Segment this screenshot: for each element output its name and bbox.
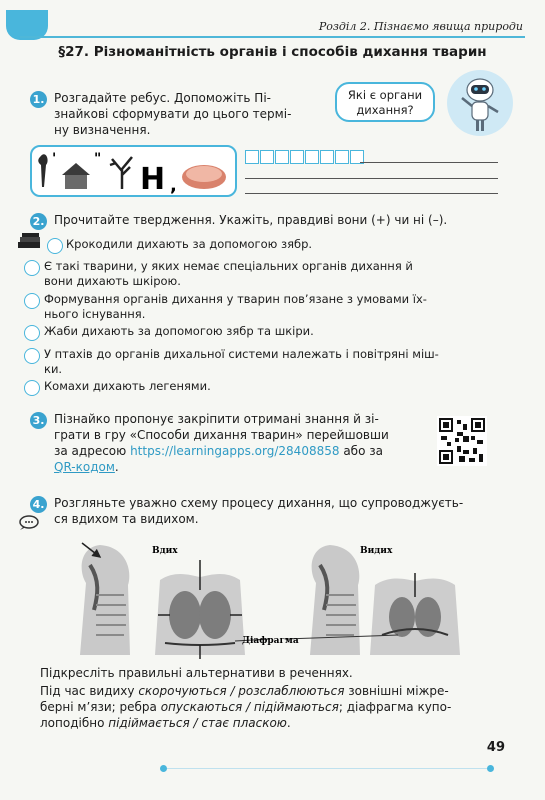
statement-1 [66,237,506,252]
speech-bubble [335,82,435,122]
statement-3 [44,292,504,322]
page-number: 49 [486,740,505,755]
sentence-1-prefix: Під час видиху [40,684,139,698]
robot-icon [445,68,515,138]
rebus-letter-2: " [94,151,102,167]
task-5-instruction: Підкресліть правильні альтернативи в реченнях. [40,666,353,680]
rebus-letter-3: Н [140,162,166,195]
statement-2-line-1: Є такі тварини, у яких немає спеціальних органів дихання й [44,259,413,273]
statement-5-line-2: ки. [44,362,63,376]
statement-6 [44,379,504,394]
sentence-1-suffix: зовнішні міжре- [344,684,449,698]
statement-4-text: Жаби дихають за допомогою зябр та шкіри. [44,324,314,338]
breathing-diagram [60,535,490,660]
statement-5 [44,347,504,377]
answer-line-2[interactable] [245,178,498,179]
sentence-3-suffix: . [286,716,291,730]
task-3-line-2: грати в гру «Способи дихання тварин» перейшовши [54,428,389,442]
sentence-2-suffix: ; діафрагма купо- [338,700,452,714]
torch-icon [38,154,47,187]
bubble-line-1: Які є органи [347,88,423,102]
statement-3-line-2: нього існування. [44,307,146,321]
task-3-number: 3. [30,412,47,429]
task-3-line-3-suffix: або за [339,444,383,458]
diaphragm-label: Діафрагма [242,636,299,646]
task-1-number: 1. [30,91,47,108]
footer-dot [160,765,167,772]
sentence-line-1 [40,683,520,699]
answer-circle-5[interactable] [24,348,40,364]
tree-icon [110,157,132,189]
sentence-3-prefix: лоподібно [40,716,109,730]
qr-code-icon[interactable] [437,416,487,466]
task-4-line-2: ся вдихом та видихом. [54,512,199,526]
sentence-line-3 [40,715,520,731]
statement-2-line-2: вони дихають шкірою. [44,274,181,288]
task-3-line-1: Пізнайко пропонує закріпити отримані знання й зі- [54,412,379,426]
task-2-number: 2. [30,213,47,230]
task-1-line-3: ну визначення. [54,123,151,137]
answer-circle-3[interactable] [24,293,40,309]
alternative-1[interactable]: скорочуються / розслаблюються [138,684,345,698]
qr-code-link[interactable]: QR-кодом [54,460,115,474]
alternative-2[interactable]: опускаються / підіймаються [160,700,339,714]
footer-line [167,768,487,769]
footer-dot-right [487,765,494,772]
answer-line-3[interactable] [245,193,498,194]
exhale-front-view [370,573,460,655]
task-1-text [54,90,324,138]
task-5-sentences [40,683,520,731]
rebus-pictures [32,147,235,195]
rebus-letter-1: ' [52,151,57,167]
alternative-3[interactable]: підіймається / стає пласкою [108,716,287,730]
house-icon [65,175,87,189]
statement-6-text: Комахи дихають легенями. [44,379,211,393]
inhale-label: Вдих [152,546,178,556]
statement-4 [44,324,504,339]
books-icon [17,233,43,249]
answer-circle-6[interactable] [24,380,40,396]
task-4-text [54,495,524,527]
answer-line-1[interactable] [360,162,498,163]
task-3-text [54,411,434,475]
answer-cells[interactable] [245,150,365,164]
rebus-letter-4: , [170,175,177,195]
task-4-number: 4. [30,496,47,513]
rebus-box [30,145,237,197]
task-3-line-3 [54,443,434,459]
statement-5-line-1: У птахів до органів дихальної системи належать і повітряні міш- [44,347,439,361]
chapter-header: Розділ 2. Пізнаємо явища природи [318,20,523,33]
inhale-front-view [155,560,245,659]
sentence-line-2 [40,699,520,715]
exhale-label: Видих [360,546,393,556]
task-2-text: Прочитайте твердження. Укажіть, правдиві вони (+) чи ні (–). [54,213,448,227]
sentence-2-prefix: берні м’язи; ребра [40,700,161,714]
task-1-line-1: Розгадайте ребус. Допоможіть Пі- [54,91,271,105]
answer-circle-2[interactable] [24,260,40,276]
inhale-side-view [80,543,130,655]
title-divider [20,36,525,38]
task-3-line-4 [54,459,434,475]
house-roof-icon [62,163,90,175]
task-3-line-3-prefix: за адресою [54,444,131,458]
learningapps-link[interactable]: https://learningapps.org/28408858 [130,444,340,458]
statement-1-text: Крокодили дихають за допомогою зябр. [66,237,313,251]
discussion-icon [18,514,42,530]
statement-2 [44,259,504,289]
exhale-side-view [310,545,360,655]
task-3-line-4-suffix: . [114,460,119,474]
task-1-line-2: знайкові сформувати до цього термі- [54,107,292,121]
bubble-line-2: дихання? [356,103,414,117]
answer-circle-4[interactable] [24,325,40,341]
answer-circle-1[interactable] [47,238,63,254]
task-4-line-1: Розгляньте уважно схему процесу дихання, що супроводжуєть- [54,496,464,510]
page-title: §27. Різноманітність органів і способів дихання тварин [58,44,487,60]
statement-3-line-1: Формування органів дихання у тварин пов’язане з умовами їх- [44,292,427,306]
